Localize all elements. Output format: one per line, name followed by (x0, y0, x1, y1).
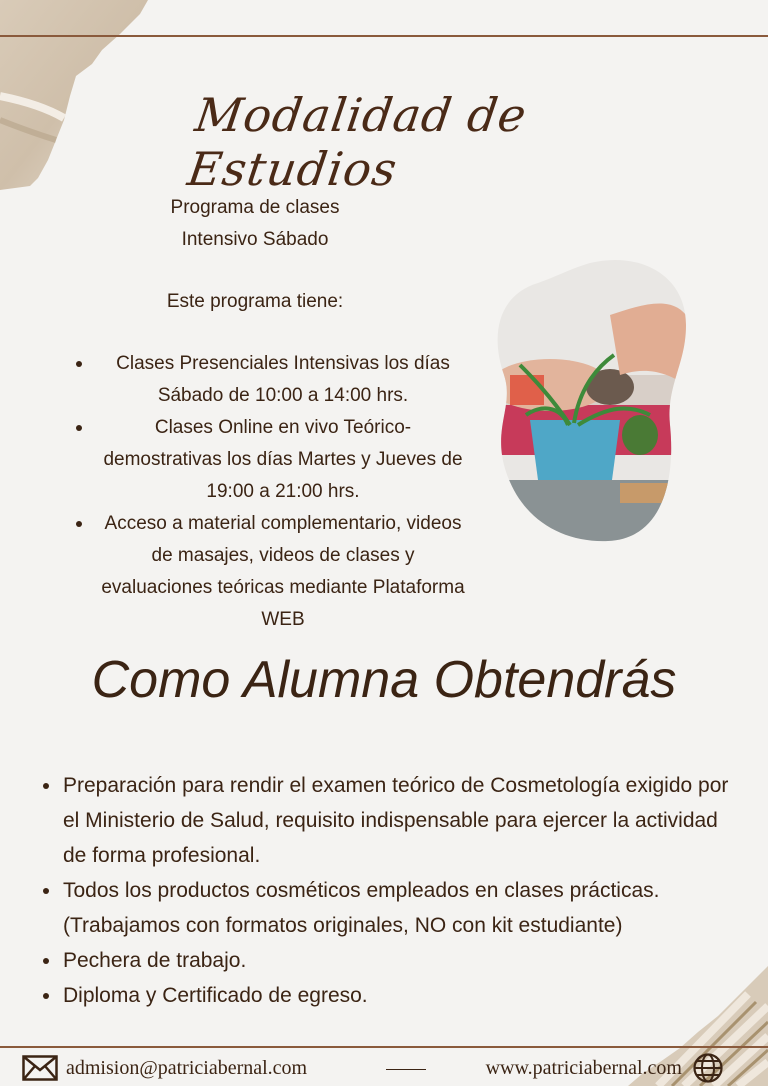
footer-separator (386, 1069, 426, 1070)
massage-photo (490, 255, 690, 545)
footer-website[interactable] (486, 1052, 722, 1084)
section-heading: Como Alumna Obtendrás (91, 651, 677, 709)
footer-email-text[interactable]: admision@patriciabernal.com (66, 1056, 308, 1079)
list-item: Clases Online en vivo Teórico-demostrativas los días Martes y Jueves de 19:00 a 21:00 hrs. (70, 412, 470, 508)
top-rule (0, 35, 768, 37)
globe-icon (692, 1052, 724, 1084)
intro-line-1: Programa de clases (170, 197, 340, 218)
list-item: Acceso a material complementario, videos de masajes, videos de clases y evaluaciones teóricas mediante Plataforma WEB (70, 508, 470, 636)
bottom-rule (0, 1046, 768, 1048)
footer-email[interactable] (22, 1052, 307, 1084)
list-item: Diploma y Certificado de egreso. (40, 978, 740, 1013)
torn-paper-decoration (0, 0, 150, 190)
envelope-icon (22, 1055, 58, 1081)
intro-line-2: Intensivo Sábado (181, 229, 329, 250)
list-item: Clases Presenciales Intensivas los días Sábado de 10:00 a 14:00 hrs. (70, 348, 470, 412)
list-item: Pechera de trabajo. (40, 943, 740, 978)
footer-website-text[interactable]: www.patriciabernal.com (485, 1056, 682, 1079)
page-title: Modalidad de Estudios (184, 88, 531, 196)
intro-line-3: Este programa tiene: (166, 291, 344, 312)
program-list (70, 348, 470, 636)
intro-block (60, 192, 450, 318)
list-item: Preparación para rendir el examen teórico de Cosmetología exigido por el Ministerio de Salud, requisito indispensable para ejercer la actividad de forma profesional. (40, 768, 740, 873)
list-item: Todos los productos cosméticos empleados en clases prácticas. (Trabajamos con formatos originales, NO con kit estudiante) (40, 873, 740, 943)
